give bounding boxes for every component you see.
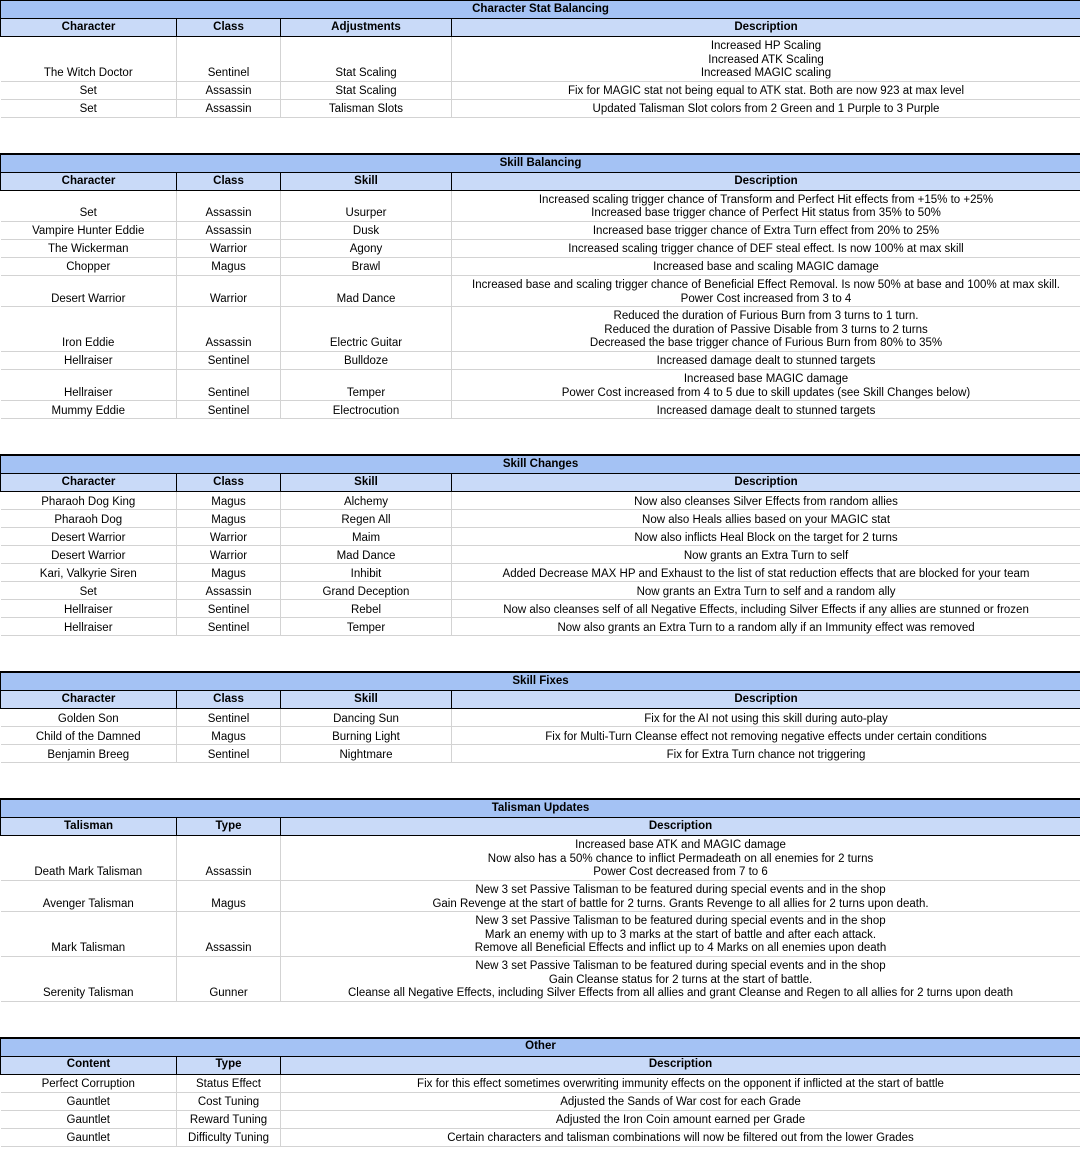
description-cell [452, 727, 1080, 745]
column-header-description: Description [281, 818, 1080, 836]
description-line: Increased base MAGIC damage [683, 372, 849, 385]
class-cell: Assassin [177, 190, 281, 221]
table-row [1, 727, 1080, 745]
description-line: Reduced the duration of Passive Disable from 3 turns to 2 turns [604, 323, 928, 336]
description-line: Increased scaling trigger chance of Transform and Perfect Hit effects from +15% to +25% [538, 193, 994, 206]
skill-cell: Mad Dance [281, 546, 452, 564]
section-title: Skill Balancing [1, 154, 1080, 172]
column-header-class: Class [177, 172, 281, 190]
skill-cell: Mad Dance [281, 275, 452, 306]
section-spacer [0, 763, 1080, 799]
skill-cell: Grand Deception [281, 582, 452, 600]
skill-cell: Usurper [281, 190, 452, 221]
type-cell: Assassin [177, 836, 281, 881]
description-line: Now also cleanses self of all Negative Effects, including Silver Effects if any allies are stunned or frozen [503, 603, 1029, 616]
section-spacer [0, 118, 1080, 154]
character-cell: Set [1, 190, 177, 221]
column-header-type: Type [177, 818, 281, 836]
character-cell: Set [1, 99, 177, 117]
table-row [1, 1128, 1080, 1146]
description-line: Power Cost decreased from 7 to 6 [593, 866, 768, 879]
description-cell [452, 600, 1080, 618]
description-line: Now grants an Extra Turn to self [683, 549, 849, 562]
class-cell: Assassin [177, 99, 281, 117]
section-title: Character Stat Balancing [1, 1, 1080, 19]
content-cell: Gauntlet [1, 1110, 177, 1128]
character-cell: Mummy Eddie [1, 401, 177, 419]
section-title: Skill Fixes [1, 673, 1080, 691]
character-cell: Vampire Hunter Eddie [1, 221, 177, 239]
column-header-talisman: Talisman [1, 818, 177, 836]
talisman-cell: Serenity Talisman [1, 956, 177, 1001]
section-spacer [0, 636, 1080, 672]
description-line: Fix for Multi-Turn Cleanse effect not removing negative effects under certain conditions [545, 730, 987, 743]
class-cell: Magus [177, 510, 281, 528]
table-row [1, 81, 1080, 99]
table-row [1, 880, 1080, 911]
column-header-description: Description [452, 691, 1080, 709]
skill-cell: Inhibit [281, 564, 452, 582]
description-line: Fix for MAGIC stat not being equal to ATK stat. Both are now 923 at max level [567, 85, 965, 98]
description-line: Decreased the base trigger chance of Furious Burn from 80% to 35% [589, 337, 943, 350]
character-cell: Set [1, 81, 177, 99]
section-character-stat-balancing [0, 0, 1080, 118]
section-skill-fixes [0, 672, 1080, 763]
skill-cell: Temper [281, 618, 452, 636]
section-title: Skill Changes [1, 456, 1080, 474]
column-header-character: Character [1, 19, 177, 37]
class-cell: Sentinel [177, 351, 281, 369]
column-header-class: Class [177, 691, 281, 709]
table-row [1, 546, 1080, 564]
description-line: Now also Heals allies based on your MAGIC stat [642, 513, 891, 526]
description-line: Now also has a 50% chance to inflict Permadeath on all enemies for 2 turns [487, 852, 874, 865]
description-cell [452, 190, 1080, 221]
character-cell: Pharaoh Dog [1, 510, 177, 528]
table-row [1, 190, 1080, 221]
description-line: Power Cost increased from 3 to 4 [680, 292, 852, 305]
description-line: Fix for Extra Turn chance not triggering [666, 748, 866, 761]
table-row [1, 510, 1080, 528]
description-cell [452, 257, 1080, 275]
description-cell [452, 239, 1080, 257]
class-cell: Warrior [177, 275, 281, 306]
skill-cell: Regen All [281, 510, 452, 528]
class-cell: Sentinel [177, 600, 281, 618]
table-row [1, 257, 1080, 275]
table-row [1, 351, 1080, 369]
column-header-class: Class [177, 474, 281, 492]
column-header-skill: Skill [281, 474, 452, 492]
class-cell: Assassin [177, 307, 281, 352]
description-line: Increased base ATK and MAGIC damage [575, 839, 786, 852]
description-line: Now also grants an Extra Turn to a random ally if an Immunity effect was removed [557, 621, 975, 634]
description-line: Gain Cleanse status for 2 turns at the start of battle. [548, 973, 813, 986]
description-cell [452, 37, 1080, 82]
table-row [1, 1092, 1080, 1110]
column-header-character: Character [1, 691, 177, 709]
description-line: Increased damage dealt to stunned targets [656, 355, 876, 368]
description-cell [452, 492, 1080, 510]
column-header-type: Type [177, 1056, 281, 1074]
skill-cell: Agony [281, 239, 452, 257]
description-cell [452, 369, 1080, 400]
column-header-character: Character [1, 474, 177, 492]
column-header-description: Description [452, 19, 1080, 37]
adjustments-cell: Stat Scaling [281, 37, 452, 82]
character-cell: Desert Warrior [1, 528, 177, 546]
section-spacer [0, 419, 1080, 455]
description-cell [281, 880, 1080, 911]
description-cell [452, 709, 1080, 727]
column-header-description: Description [452, 474, 1080, 492]
character-cell: Child of the Damned [1, 727, 177, 745]
character-cell: Benjamin Breeg [1, 745, 177, 763]
description-cell [452, 618, 1080, 636]
description-line: Fix for this effect sometimes overwriting immunity effects on the opponent if inflicted at the start of battle [417, 1078, 944, 1091]
table-row [1, 709, 1080, 727]
column-header-description: Description [281, 1056, 1080, 1074]
adjustments-cell: Talisman Slots [281, 99, 452, 117]
skill-cell: Burning Light [281, 727, 452, 745]
description-cell [452, 351, 1080, 369]
skill-cell: Temper [281, 369, 452, 400]
section-other [0, 1038, 1080, 1147]
section-title: Other [1, 1038, 1080, 1056]
table-row [1, 600, 1080, 618]
description-cell [452, 401, 1080, 419]
character-cell: Hellraiser [1, 600, 177, 618]
description-cell [452, 510, 1080, 528]
description-cell [452, 81, 1080, 99]
class-cell: Warrior [177, 239, 281, 257]
skill-cell: Alchemy [281, 492, 452, 510]
skill-cell: Brawl [281, 257, 452, 275]
section-spacer [0, 1002, 1080, 1038]
description-line: Now grants an Extra Turn to self and a random ally [636, 585, 896, 598]
table-row [1, 836, 1080, 881]
content-cell: Perfect Corruption [1, 1074, 177, 1092]
description-line: Increased HP Scaling [710, 40, 822, 53]
character-cell: Hellraiser [1, 618, 177, 636]
skill-cell: Maim [281, 528, 452, 546]
description-cell [452, 307, 1080, 352]
description-line: Cleanse all Negative Effects, including Silver Effects from all allies and grant Cleanse and Regen to all allies for 2 turns upon death [347, 987, 1014, 1000]
description-cell [452, 582, 1080, 600]
adjustments-cell: Stat Scaling [281, 81, 452, 99]
table-row [1, 564, 1080, 582]
table-row [1, 582, 1080, 600]
section-talisman-updates [0, 799, 1080, 1002]
table-row [1, 492, 1080, 510]
description-line: Gain Revenge at the start of battle for 2 turns. Grants Revenge to all allies for 2 turns upon death. [432, 897, 929, 910]
column-header-skill: Skill [281, 691, 452, 709]
description-cell [452, 745, 1080, 763]
description-line: Adjusted the Iron Coin amount earned per Grade [555, 1114, 806, 1127]
table-row [1, 745, 1080, 763]
description-cell [281, 1110, 1080, 1128]
character-cell: Pharaoh Dog King [1, 492, 177, 510]
description-cell [281, 1128, 1080, 1146]
table-row [1, 369, 1080, 400]
content-cell: Gauntlet [1, 1128, 177, 1146]
class-cell: Warrior [177, 528, 281, 546]
table-row [1, 1074, 1080, 1092]
character-cell: Golden Son [1, 709, 177, 727]
character-cell: Desert Warrior [1, 546, 177, 564]
skill-cell: Nightmare [281, 745, 452, 763]
description-cell [452, 221, 1080, 239]
column-header-adjustments: Adjustments [281, 19, 452, 37]
class-cell: Magus [177, 257, 281, 275]
table-row [1, 307, 1080, 352]
content-cell: Gauntlet [1, 1092, 177, 1110]
skill-cell: Dusk [281, 221, 452, 239]
description-line: Increased base trigger chance of Extra Turn effect from 20% to 25% [592, 225, 940, 238]
description-line: Increased scaling trigger chance of DEF steal effect. Is now 100% at max skill [568, 243, 964, 256]
class-cell: Sentinel [177, 745, 281, 763]
type-cell: Status Effect [177, 1074, 281, 1092]
table-row [1, 221, 1080, 239]
type-cell: Difficulty Tuning [177, 1128, 281, 1146]
description-cell [281, 1092, 1080, 1110]
character-cell: Hellraiser [1, 369, 177, 400]
description-line: Mark an enemy with up to 3 marks at the start of battle and after each attack. [484, 928, 877, 941]
character-cell: Set [1, 582, 177, 600]
character-cell: Chopper [1, 257, 177, 275]
description-cell [452, 528, 1080, 546]
character-cell: Kari, Valkyrie Siren [1, 564, 177, 582]
description-cell [281, 956, 1080, 1001]
description-line: Increased ATK Scaling [708, 53, 824, 66]
character-cell: Hellraiser [1, 351, 177, 369]
section-title: Talisman Updates [1, 800, 1080, 818]
skill-cell: Bulldoze [281, 351, 452, 369]
description-cell [452, 546, 1080, 564]
class-cell: Assassin [177, 582, 281, 600]
class-cell: Warrior [177, 546, 281, 564]
table-row [1, 239, 1080, 257]
table-row [1, 401, 1080, 419]
description-line: New 3 set Passive Talisman to be featured during special events and in the shop [475, 915, 886, 928]
type-cell: Reward Tuning [177, 1110, 281, 1128]
description-line: Increased base and scaling trigger chance of Beneficial Effect Removal. Is now 50% at base and 100% at max skill. [472, 278, 1060, 291]
class-cell: Assassin [177, 221, 281, 239]
table-row [1, 528, 1080, 546]
description-line: Certain characters and talisman combinations will now be filtered out from the lower Grades [447, 1132, 914, 1145]
character-cell: Desert Warrior [1, 275, 177, 306]
class-cell: Sentinel [177, 709, 281, 727]
description-line: Remove all Beneficial Effects and inflict up to 4 Marks on all enemies upon death [474, 942, 887, 955]
description-cell [281, 912, 1080, 957]
description-cell [452, 99, 1080, 117]
column-header-content: Content [1, 1056, 177, 1074]
column-header-description: Description [452, 172, 1080, 190]
description-line: Fix for the AI not using this skill during auto-play [644, 712, 888, 725]
class-cell: Sentinel [177, 401, 281, 419]
table-row [1, 37, 1080, 82]
table-row [1, 956, 1080, 1001]
table-row [1, 618, 1080, 636]
type-cell: Assassin [177, 912, 281, 957]
table-row [1, 912, 1080, 957]
character-cell: The Wickerman [1, 239, 177, 257]
description-line: Now also inflicts Heal Block on the target for 2 turns [634, 531, 898, 544]
description-cell [281, 836, 1080, 881]
description-line: Increased MAGIC scaling [700, 67, 832, 80]
description-line: New 3 set Passive Talisman to be featured during special events and in the shop [475, 959, 886, 972]
description-line: Increased damage dealt to stunned targets [656, 404, 876, 417]
skill-cell: Dancing Sun [281, 709, 452, 727]
class-cell: Sentinel [177, 37, 281, 82]
character-cell: The Witch Doctor [1, 37, 177, 82]
table-row [1, 275, 1080, 306]
skill-cell: Electric Guitar [281, 307, 452, 352]
talisman-cell: Mark Talisman [1, 912, 177, 957]
character-cell: Iron Eddie [1, 307, 177, 352]
description-line: Reduced the duration of Furious Burn from 3 turns to 1 turn. [613, 310, 919, 323]
description-cell [281, 1074, 1080, 1092]
description-line: Increased base and scaling MAGIC damage [653, 261, 879, 274]
talisman-cell: Avenger Talisman [1, 880, 177, 911]
description-line: Added Decrease MAX HP and Exhaust to the list of stat reduction effects that are blocked for your team [502, 567, 1030, 580]
description-line: Adjusted the Sands of War cost for each Grade [560, 1096, 801, 1109]
description-line: Now also cleanses Silver Effects from random allies [634, 495, 898, 508]
class-cell: Assassin [177, 81, 281, 99]
column-header-class: Class [177, 19, 281, 37]
table-row [1, 1110, 1080, 1128]
class-cell: Sentinel [177, 618, 281, 636]
description-line: Increased base trigger chance of Perfect Hit status from 35% to 50% [591, 207, 941, 220]
description-line: Power Cost increased from 4 to 5 due to skill updates (see Skill Changes below) [561, 386, 971, 399]
type-cell: Magus [177, 880, 281, 911]
description-cell [452, 275, 1080, 306]
description-line: New 3 set Passive Talisman to be featured during special events and in the shop [475, 883, 886, 896]
section-skill-changes [0, 455, 1080, 636]
skill-cell: Electrocution [281, 401, 452, 419]
talisman-cell: Death Mark Talisman [1, 836, 177, 881]
type-cell: Gunner [177, 956, 281, 1001]
column-header-skill: Skill [281, 172, 452, 190]
column-header-character: Character [1, 172, 177, 190]
description-line: Updated Talisman Slot colors from 2 Green and 1 Purple to 3 Purple [592, 103, 940, 116]
class-cell: Magus [177, 492, 281, 510]
skill-cell: Rebel [281, 600, 452, 618]
section-skill-balancing [0, 154, 1080, 419]
type-cell: Cost Tuning [177, 1092, 281, 1110]
description-cell [452, 564, 1080, 582]
class-cell: Magus [177, 727, 281, 745]
table-row [1, 99, 1080, 117]
class-cell: Sentinel [177, 369, 281, 400]
class-cell: Magus [177, 564, 281, 582]
